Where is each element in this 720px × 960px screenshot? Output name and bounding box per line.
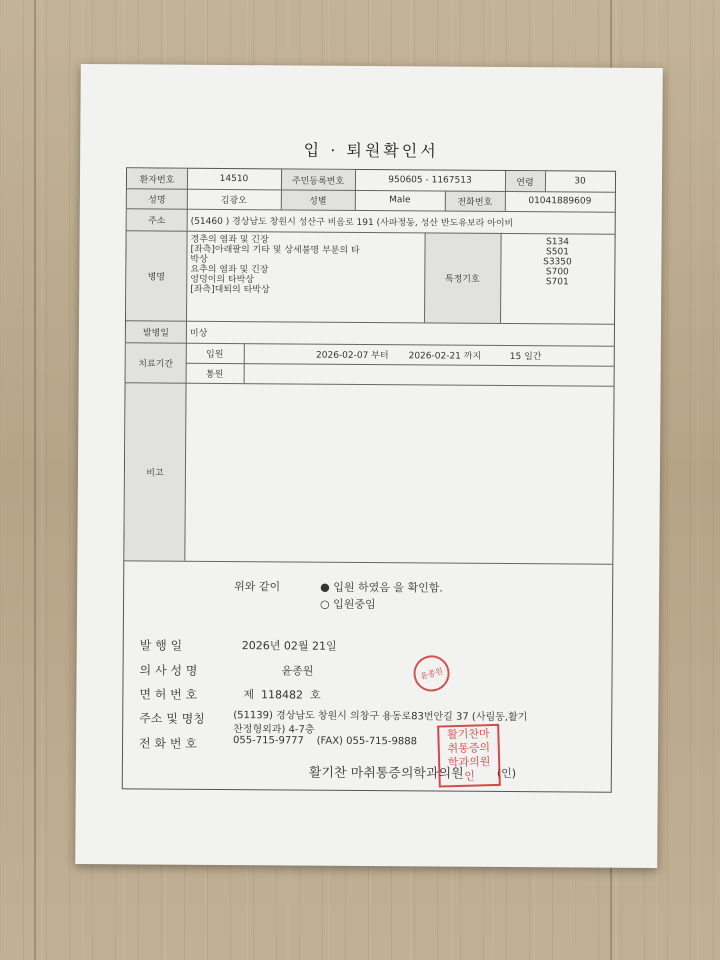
diagnosis-item: 엉덩이의 타박상	[190, 274, 255, 286]
phone-label: 전화번호	[445, 191, 505, 211]
issue-date: 2026년 02월 21일	[241, 639, 337, 653]
code-item: S701	[545, 277, 569, 288]
rrn-value: 950605 - 1167513	[388, 175, 472, 186]
tel-label: 전 화 번 호	[139, 736, 197, 751]
confirm-option-inpatient: ● 입원 하였음 을 확인함.	[320, 580, 443, 595]
age-value: 30	[574, 176, 586, 187]
code-item: S700	[545, 267, 569, 278]
code-label: 특정기호	[424, 232, 501, 323]
clinic-address-label: 주소 및 명칭	[139, 711, 205, 726]
clinic-sign-suffix: (인)	[496, 766, 517, 781]
clinic-name: 활기찬 마취통증의학과의원	[308, 765, 464, 782]
document-paper	[75, 64, 663, 868]
outpatient-label: 통원	[205, 369, 224, 380]
remarks-label: 비고	[124, 382, 185, 560]
patient-no-label: 환자번호	[127, 168, 187, 188]
diagnosis-list	[190, 235, 423, 323]
floor-seam	[34, 0, 36, 960]
radio-empty-icon: ○	[319, 597, 330, 611]
inpatient-label: 입원	[206, 349, 224, 360]
outpatient-period	[244, 363, 614, 386]
confirm-option-hospitalized: ○ 입원중임	[319, 597, 376, 612]
onset-value: 미상	[189, 328, 208, 339]
tel-fax: 055-715-9777 (FAX) 055-715-9888	[233, 735, 418, 748]
diagnosis-item: 경추의 염좌 및 긴장	[190, 234, 269, 246]
sex-value: Male	[389, 195, 411, 206]
patient-no-value: 14510	[219, 173, 249, 185]
code-item: S501	[546, 247, 569, 258]
clinic-seal: 활기찬마취통증의학과의원인	[437, 724, 501, 788]
doctor-name: 윤종원	[281, 664, 314, 678]
form-table	[122, 167, 616, 792]
doctor-seal: 윤종원	[410, 651, 454, 695]
diagnosis-item: [좌측]대퇴의 타박상	[190, 284, 270, 296]
confirm-prefix: 위와 같이	[234, 580, 281, 594]
document-title: 입 · 퇴원확인서	[303, 140, 439, 161]
diagnosis-item: 요추의 염좌 및 긴장	[190, 264, 269, 276]
sex-label: 성별	[281, 189, 355, 210]
diagnosis-item: [좌측]아래팔의 기타 및 상세불명 부분의 타	[190, 244, 360, 256]
treatment-label: 치료기간	[126, 342, 186, 382]
name-value: 김광오	[220, 195, 247, 206]
phone-value: 01041889609	[528, 196, 592, 207]
onset-label: 발병일	[126, 320, 186, 342]
diagnosis-label: 병명	[126, 230, 187, 320]
clinic-address-line1: (51139) 경상남도 창원시 의창구 용동로83번안길 37 (사림동,활기	[233, 710, 528, 724]
diagnosis-item: 박상	[190, 254, 208, 265]
issue-date-label: 발 행 일	[139, 638, 183, 653]
address-value: (51460 ) 경상남도 창원시 성산구 비음로 191 (사파정동, 성산 반도유보라 아이비	[190, 216, 514, 229]
doctor-label: 의 사 성 명	[139, 663, 198, 678]
license-number: 제 118482 호	[243, 688, 321, 702]
code-item: S3350	[543, 257, 572, 268]
code-item: S134	[546, 237, 570, 248]
license-label: 면 허 번 호	[139, 687, 198, 702]
inpatient-period: 2026-02-07 부터 2026-02-21 까지 15 일간	[316, 350, 542, 362]
address-label: 주소	[127, 208, 187, 230]
age-label: 연령	[505, 171, 545, 191]
name-label: 성명	[127, 188, 187, 208]
clinic-address-line2: 찬정형외과) 4-7층	[233, 724, 315, 736]
rrn-label: 주민등록번호	[281, 169, 355, 190]
radio-selected-icon: ●	[320, 580, 330, 594]
remarks-value	[188, 383, 609, 564]
code-list	[500, 237, 615, 324]
